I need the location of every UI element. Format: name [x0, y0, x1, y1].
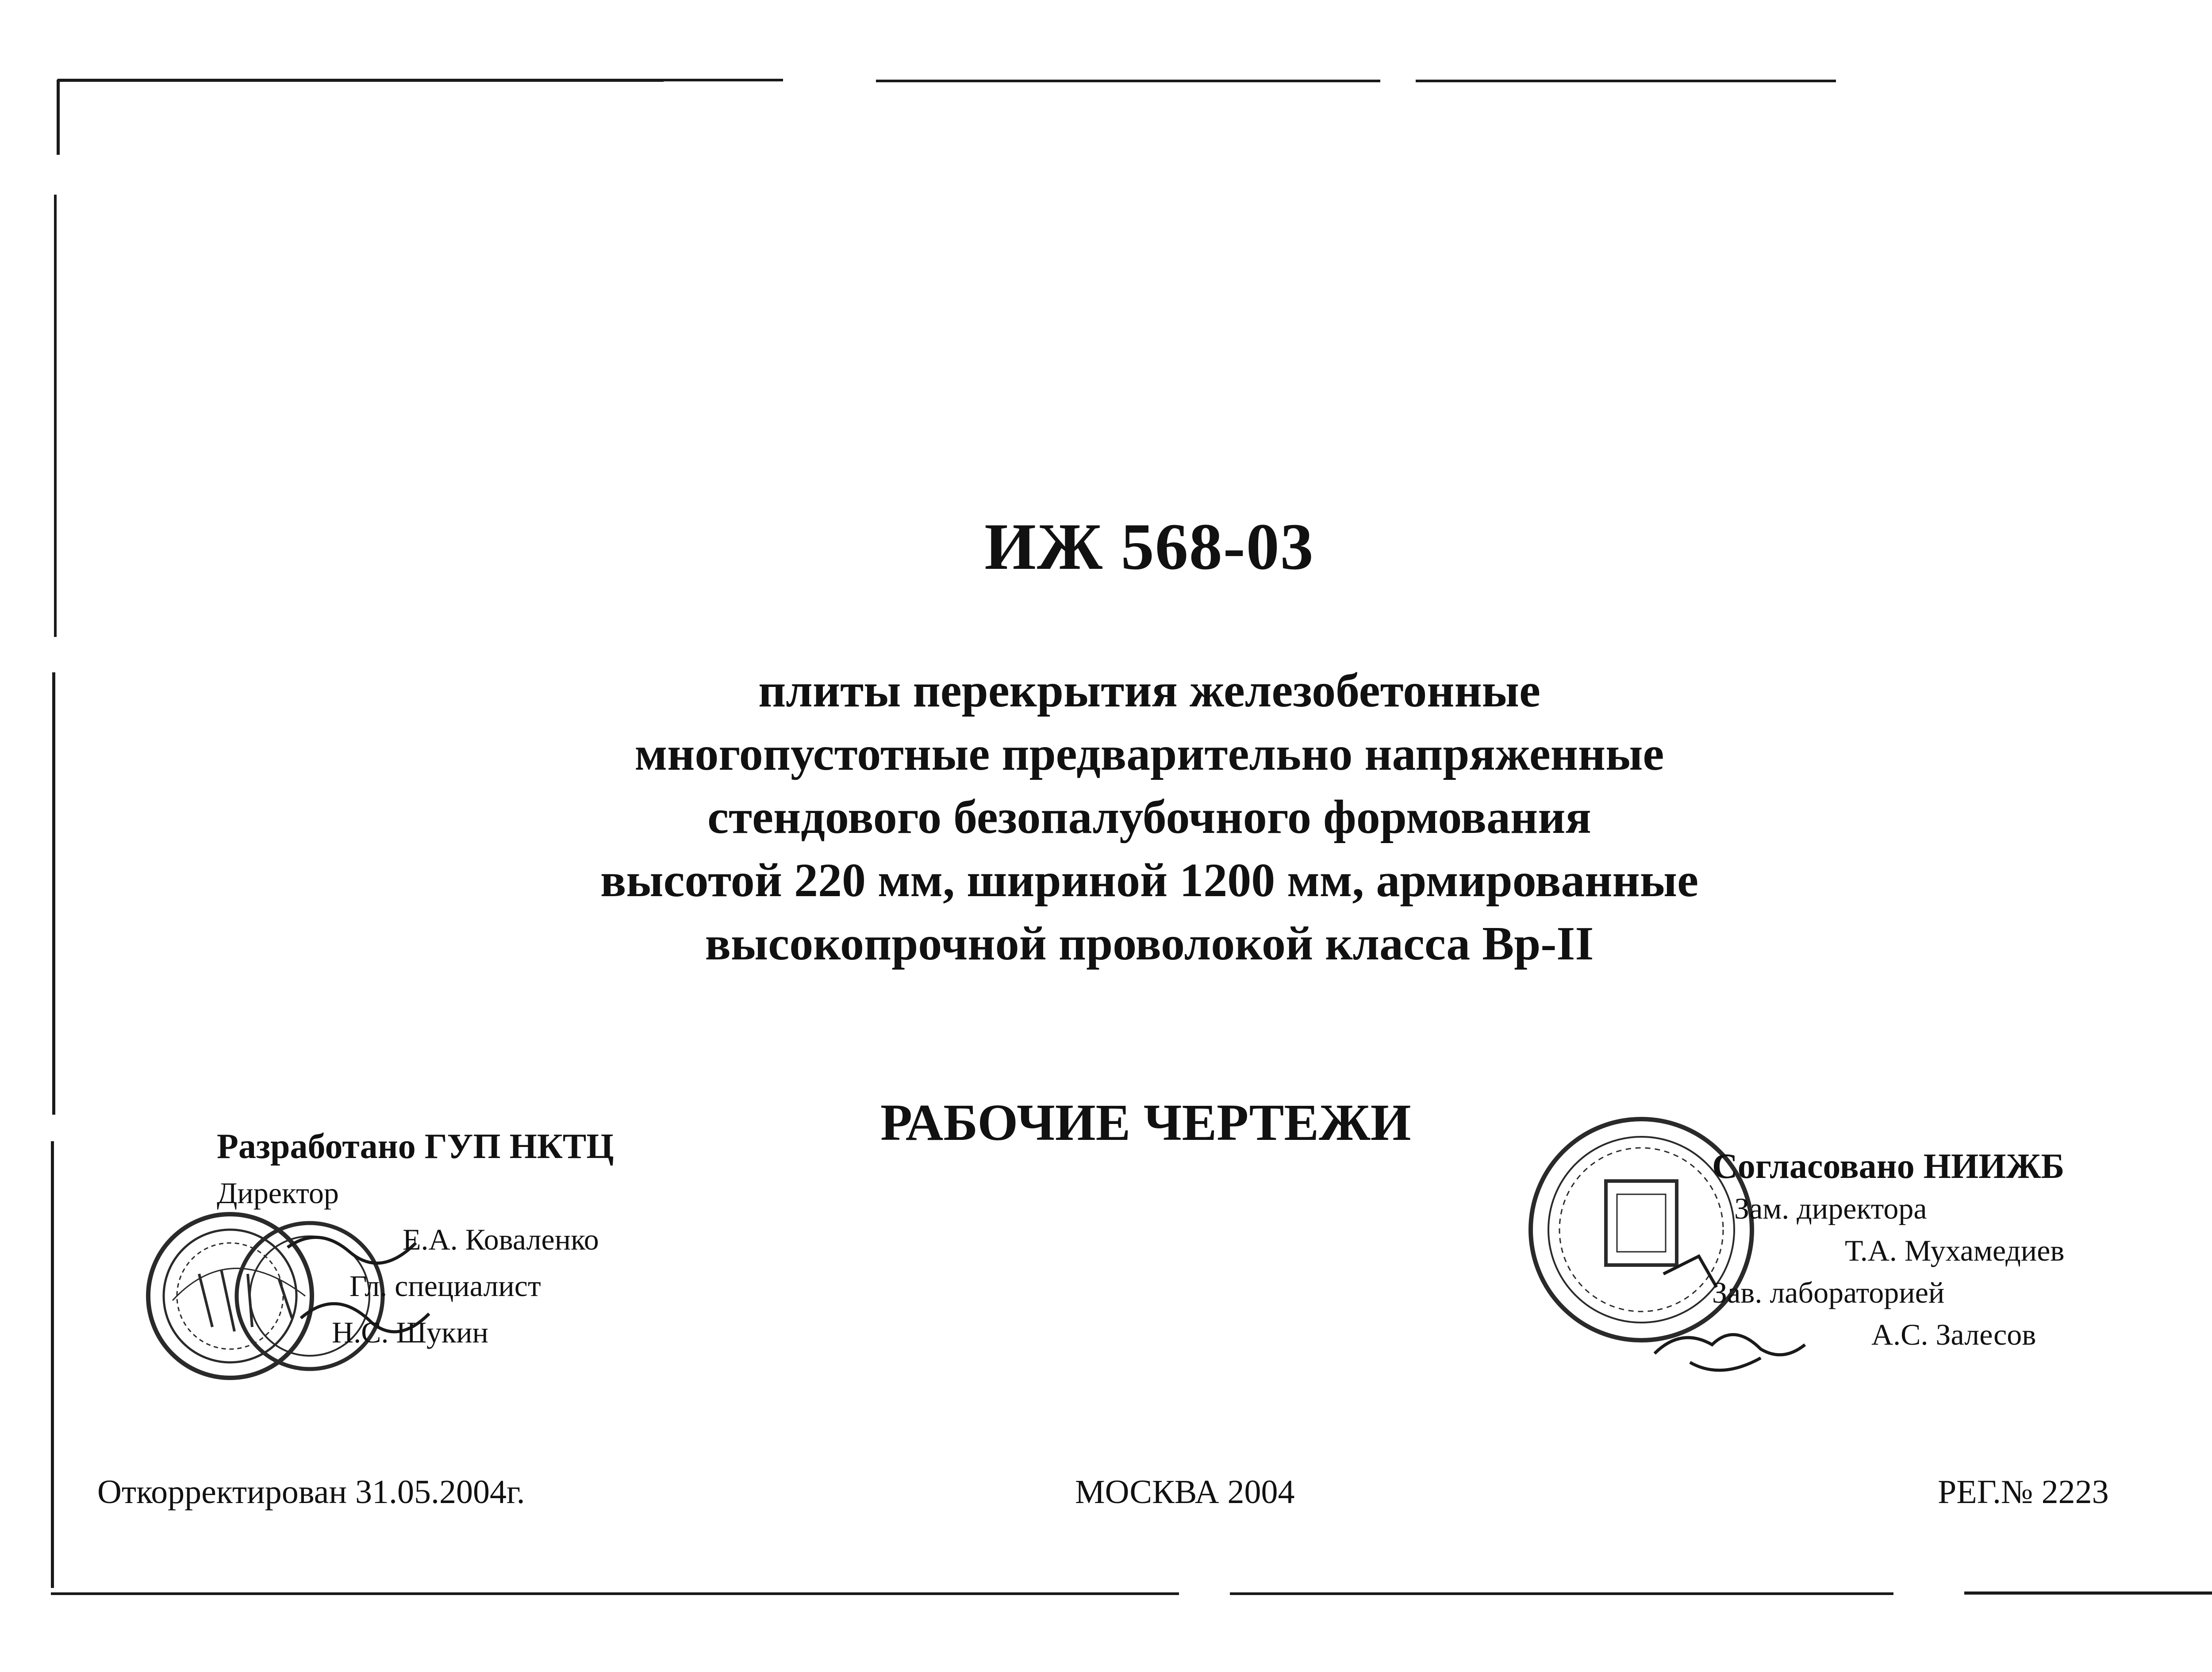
frame-top-segment [876, 80, 1380, 82]
title-line: высотой 220 мм, шириной 1200 мм, армированные [600, 854, 1699, 907]
developer-position: Директор [217, 1176, 339, 1210]
document-title [0, 659, 2212, 975]
document-code: ИЖ 568-03 [984, 510, 1314, 583]
frame-bottom-segment [1964, 1591, 2212, 1595]
frame-bottom-segment [51, 1592, 1179, 1595]
developer-name: Н.С. Шукин [332, 1315, 488, 1349]
title-line: плиты перекрытия железобетонные [758, 664, 1540, 717]
frame-bottom-segment [1230, 1592, 1893, 1595]
agreement-position: Зам. директора [1734, 1192, 1927, 1225]
city-year: МОСКВА 2004 [1075, 1473, 1295, 1511]
developer-position: Гл. специалист [349, 1269, 541, 1303]
agreement-name: Т.А. Мухамедиев [1845, 1234, 2065, 1267]
title-line: высокопрочной проволокой класса Вр-II [705, 917, 1594, 970]
agreement-name: А.С. Залесов [1871, 1318, 2036, 1351]
developer-org: Разработано ГУП НКТЦ [217, 1127, 614, 1166]
frame-top-segment [500, 79, 783, 81]
frame-left-segment [51, 1141, 54, 1588]
agreement-block [1712, 1146, 2065, 1356]
developer-block [217, 1124, 614, 1356]
document-type: РАБОЧИЕ ЧЕРТЕЖИ [880, 1093, 1411, 1151]
developer-name: Е.А. Коваленко [403, 1223, 599, 1256]
agreement-org: Согласовано НИИЖБ [1712, 1147, 2065, 1186]
registration-number: РЕГ.№ 2223 [1938, 1473, 2109, 1511]
title-line: стендового безопалубочного формования [707, 791, 1591, 844]
agreement-position: Зав. лабораторией [1712, 1276, 1945, 1309]
correction-note: Откорректирован 31.05.2004г. [97, 1473, 525, 1511]
title-line: многопустотные предварительно напряженные [634, 728, 1664, 780]
frame-top-segment [1416, 80, 1836, 82]
frame-left-segment [57, 80, 60, 155]
